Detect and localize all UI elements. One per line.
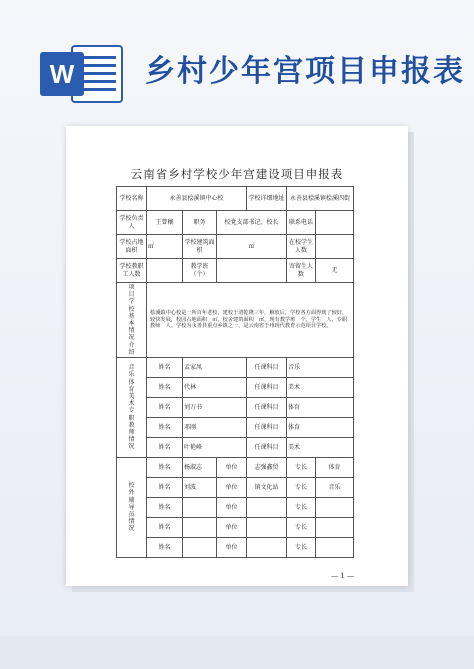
spec-label: 专长 [287,517,316,537]
unit-label: 单位 [217,517,247,537]
intro-label: 项目学校基本情况介绍 [117,283,147,358]
classes-label: 教学班（个） [183,259,217,283]
tutor-unit: 志强鑫贸 [247,457,287,477]
table-row [117,397,354,417]
table-row [117,357,354,377]
tutor-name [183,537,217,557]
table-row [117,235,354,259]
teacher-name: 刘万书 [183,397,247,417]
name-label: 姓名 [147,537,183,557]
name-label: 姓名 [147,437,183,457]
classes-value [217,259,287,283]
table-row [117,537,354,557]
tutor-spec: 体育 [316,457,354,477]
position-value: 校党支部书记、校长 [217,211,287,235]
tutor-unit [247,497,287,517]
teacher-subject: 美术 [287,377,354,397]
external-tutors-label: 校外辅导员情况 [117,457,147,557]
teacher-subject: 美术 [287,437,354,457]
spec-label: 专长 [287,477,316,497]
phone-value [316,211,354,235]
principal-label: 学校负责人 [117,211,147,235]
subject-label: 任课科目 [247,377,287,397]
students-label: 在校学生人数 [287,235,316,259]
name-label: 姓名 [147,517,183,537]
table-row [117,437,354,457]
phone-label: 联系电话 [287,211,316,235]
tutor-unit: 镇文化站 [247,477,287,497]
school-name-label: 学校名称 [117,187,147,211]
teacher-name: 叶艳峰 [183,437,247,457]
students-value [316,235,354,259]
teacher-name: 孟家凤 [183,357,247,377]
name-label: 姓名 [147,457,183,477]
table-row [117,457,354,477]
document-title: 云南省乡村学校少年宫建设项目申报表 [130,167,344,181]
name-label: 姓名 [147,397,183,417]
name-label: 姓名 [147,477,183,497]
tutor-spec: 音乐 [316,477,354,497]
school-name-value: 永善县桧溪镇中心校 [147,187,247,211]
intro-text: 桧溪镇中心校是一所百年老校，建校于清乾隆三年，解放后，学校各方面得到了较好，较快发展，校园占地面积 ㎡，校舍建筑面积 ㎡，现有教学班 个，学生 人，专职教师 人。学校为永善县重点乡镇之一，是云南省于州现代教育示范项目学校。 [147,283,354,358]
teacher-subject: 体育 [287,397,354,417]
unit-label: 单位 [217,537,247,557]
tutor-name [183,517,217,537]
subject-label: 任课科目 [247,397,287,417]
teacher-name: 代林 [183,377,247,397]
table-row [117,377,354,397]
name-label: 姓名 [147,377,183,397]
tutor-name: 杨淑志 [183,457,217,477]
tutor-spec [316,517,354,537]
table-row [117,517,354,537]
tutor-unit [247,517,287,537]
tutor-unit [247,537,287,557]
tutor-name [183,497,217,517]
staff-value [147,259,183,283]
arts-teachers-label: 音乐体育美术专职教师情况 [117,357,147,457]
unit-label: 单位 [217,457,247,477]
name-label: 姓名 [147,417,183,437]
area-unit: ㎡ [147,235,183,259]
tutor-spec [316,537,354,557]
boarders-label: 寄留生人数 [287,259,316,283]
word-document-icon [38,42,126,106]
unit-label: 单位 [217,477,247,497]
document-page [66,126,408,586]
building-unit: ㎡ [217,235,287,259]
svg-text:W: W [49,59,75,89]
name-label: 姓名 [147,497,183,517]
banner-title: 乡村少年宫项目申报表 [145,54,465,89]
principal-value: 王曾穰 [147,211,183,235]
address-value: 永善县桧溪镇桧溪四街 [287,187,354,211]
area-label: 学校占地面积 [117,235,147,259]
spec-label: 专长 [287,497,316,517]
subject-label: 任课科目 [247,357,287,377]
table-row [117,417,354,437]
teacher-subject: 体育 [287,417,354,437]
table-row [117,497,354,517]
unit-label: 单位 [217,497,247,517]
name-label: 姓名 [147,357,183,377]
tutor-name: 刘波 [183,477,217,497]
position-label: 职务 [183,211,217,235]
table-row [117,477,354,497]
table-row [117,283,354,358]
staff-label: 学校教职工人数 [117,259,147,283]
teacher-subject: 音乐 [287,357,354,377]
teacher-name: 邓刚 [183,417,247,437]
table-row [117,211,354,235]
subject-label: 任课科目 [247,437,287,457]
tutor-spec [316,497,354,517]
spec-label: 专长 [287,457,316,477]
address-label: 学校详细地址 [247,187,287,211]
table-row [117,187,354,211]
page-number: — 1 — [331,572,354,580]
spec-label: 专长 [287,537,316,557]
application-form-table [116,186,354,558]
bottom-strip [0,636,474,669]
table-row [117,259,354,283]
building-label: 学校建筑面积 [183,235,217,259]
boarders-value: 无 [316,259,354,283]
subject-label: 任课科目 [247,417,287,437]
